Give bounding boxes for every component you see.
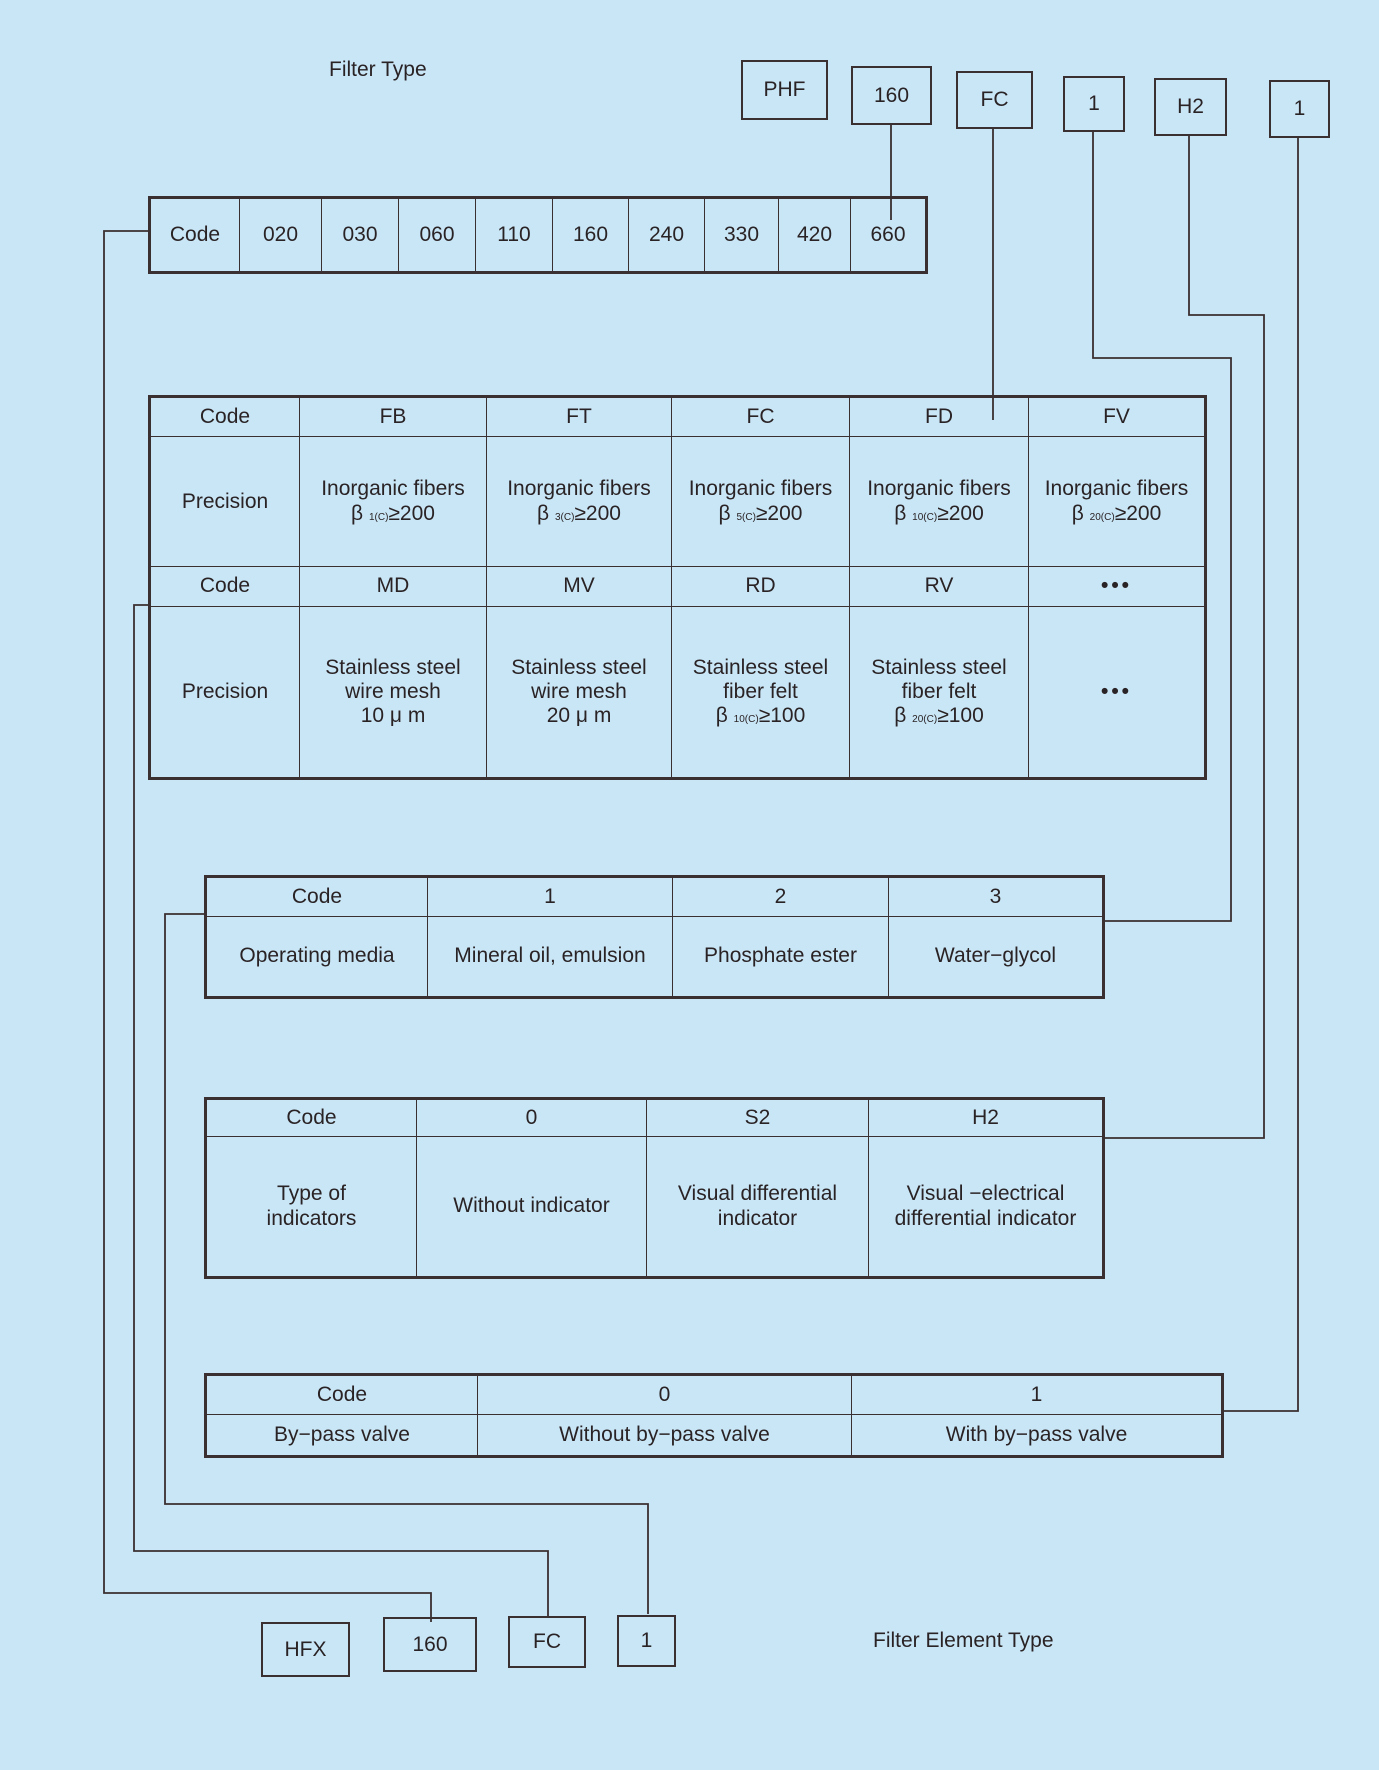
beta-subscript: 20(C) [1089, 511, 1115, 523]
filter-element-type-heading: Filter Element Type [873, 1629, 1054, 1652]
precision-code: FT [487, 397, 672, 437]
size-code-cell: 020 [240, 198, 322, 273]
bypass-value: Without by−pass valve [478, 1415, 852, 1457]
indicator-value [647, 1137, 869, 1278]
beta-value: ≥100 [758, 704, 806, 728]
row-label-line: indicators [266, 1206, 357, 1230]
bottom-code-precision: FC [508, 1616, 586, 1668]
indicator-value: Without indicator [417, 1137, 647, 1278]
beta-symbol: β [894, 501, 907, 525]
operating-media-table [204, 875, 1105, 999]
size-code-cell: 030 [322, 198, 399, 273]
precision-code: FB [300, 397, 487, 437]
top-code-bypass: 1 [1269, 80, 1330, 138]
cell-line: Stainless steel [692, 655, 829, 679]
beta-value: ≥200 [388, 501, 435, 525]
beta-subscript: 10(C) [912, 511, 938, 523]
cell-line: fiber felt [723, 680, 798, 704]
bottom-code-series: HFX [261, 1622, 350, 1677]
indicator-value [869, 1137, 1104, 1278]
top-code-indicator: H2 [1154, 78, 1227, 136]
cell-line: Visual −electrical [906, 1182, 1065, 1206]
beta-subscript: 10(C) [733, 714, 759, 726]
size-code-cell: 660 [851, 198, 927, 273]
filter-type-heading: Filter Type [329, 58, 427, 81]
material-text: Inorganic fibers [688, 477, 833, 501]
cell-line: Visual differential [677, 1182, 838, 1206]
precision-cell [672, 437, 850, 566]
precision-cell [1029, 437, 1206, 566]
beta-value: ≥200 [574, 501, 621, 525]
beta-subscript: 3(C) [554, 511, 575, 523]
precision-code: FC [672, 397, 850, 437]
media-code: 3 [889, 877, 1104, 917]
size-code-header: Code [150, 198, 240, 273]
top-code-media: 1 [1063, 76, 1125, 132]
media-code: 1 [428, 877, 673, 917]
precision-cell [487, 607, 672, 779]
indicator-table [204, 1097, 1105, 1279]
connector-bypass [1221, 136, 1298, 1411]
size-code-cell: 240 [629, 198, 705, 273]
top-code-size: 160 [851, 66, 932, 125]
bypass-row-label: By−pass valve [206, 1415, 478, 1457]
indicator-code: 0 [417, 1099, 647, 1137]
precision-cell [300, 437, 487, 566]
bypass-code: 0 [478, 1375, 852, 1415]
precision-cell [300, 607, 487, 779]
media-value: Mineral oil, emulsion [428, 917, 673, 998]
cell-line: differential indicator [894, 1206, 1077, 1230]
media-code-label: Code [206, 877, 428, 917]
beta-subscript: 1(C) [368, 511, 389, 523]
precision-row-label: Precision [150, 437, 300, 566]
material-text: Inorganic fibers [321, 477, 465, 501]
bypass-code-label: Code [206, 1375, 478, 1415]
beta-symbol: β [715, 704, 728, 728]
cell-line: wire mesh [531, 680, 627, 704]
media-code: 2 [673, 877, 889, 917]
bottom-code-size: 160 [383, 1617, 477, 1672]
row-label-line: Type of [277, 1182, 346, 1206]
beta-value: ≥100 [937, 704, 984, 728]
size-code-cell: 160 [553, 198, 629, 273]
cell-line: wire mesh [345, 680, 441, 704]
cell-line: Stainless steel [325, 655, 461, 679]
beta-symbol: β [718, 501, 731, 525]
precision-code-ellipsis: ••• [1029, 566, 1206, 606]
indicator-code: H2 [869, 1099, 1104, 1137]
beta-subscript: 5(C) [736, 511, 756, 523]
media-row-label: Operating media [206, 917, 428, 998]
size-code-cell: 060 [399, 198, 476, 273]
cell-line: Stainless steel [511, 655, 647, 679]
beta-value: ≥200 [937, 501, 984, 525]
material-text: Inorganic fibers [867, 477, 1011, 501]
top-code-precision: FC [956, 71, 1033, 129]
size-code-cell: 420 [779, 198, 851, 273]
precision-table [148, 395, 1207, 780]
cell-line: 20 μ m [546, 704, 612, 728]
indicator-code: S2 [647, 1099, 869, 1137]
beta-value: ≥200 [1114, 501, 1162, 525]
size-code-table [148, 196, 928, 274]
precision-code: MD [300, 566, 487, 606]
precision-cell-ellipsis: ••• [1029, 607, 1206, 779]
beta-value: ≥200 [755, 501, 803, 525]
beta-symbol: β [351, 501, 364, 525]
cell-line: 10 μ m [360, 704, 426, 728]
precision-code: RV [850, 566, 1029, 606]
material-text: Inorganic fibers [507, 477, 651, 501]
precision-code: MV [487, 566, 672, 606]
bypass-valve-table [204, 1373, 1224, 1458]
precision-code-label: Code [150, 397, 300, 437]
cell-line: fiber felt [901, 680, 977, 704]
precision-row-label: Precision [150, 607, 300, 779]
size-code-cell: 330 [705, 198, 779, 273]
indicator-code-label: Code [206, 1099, 417, 1137]
bypass-value: With by−pass valve [852, 1415, 1223, 1457]
precision-cell [850, 607, 1029, 779]
material-text: Inorganic fibers [1044, 477, 1189, 501]
precision-code: FV [1029, 397, 1206, 437]
beta-symbol: β [894, 704, 907, 728]
precision-code: FD [850, 397, 1029, 437]
bottom-code-media: 1 [617, 1615, 676, 1667]
precision-code: RD [672, 566, 850, 606]
media-value: Water−glycol [889, 917, 1104, 998]
bypass-code: 1 [852, 1375, 1223, 1415]
precision-cell [672, 607, 850, 779]
media-value: Phosphate ester [673, 917, 889, 998]
precision-code-label: Code [150, 566, 300, 606]
cell-line: Stainless steel [871, 655, 1007, 679]
beta-subscript: 20(C) [912, 714, 938, 726]
precision-cell [850, 437, 1029, 566]
beta-symbol: β [537, 501, 550, 525]
precision-cell [487, 437, 672, 566]
top-code-series: PHF [741, 60, 828, 120]
beta-symbol: β [1071, 501, 1084, 525]
cell-line: indicator [717, 1206, 798, 1230]
indicator-row-label [206, 1137, 417, 1278]
size-code-cell: 110 [476, 198, 553, 273]
